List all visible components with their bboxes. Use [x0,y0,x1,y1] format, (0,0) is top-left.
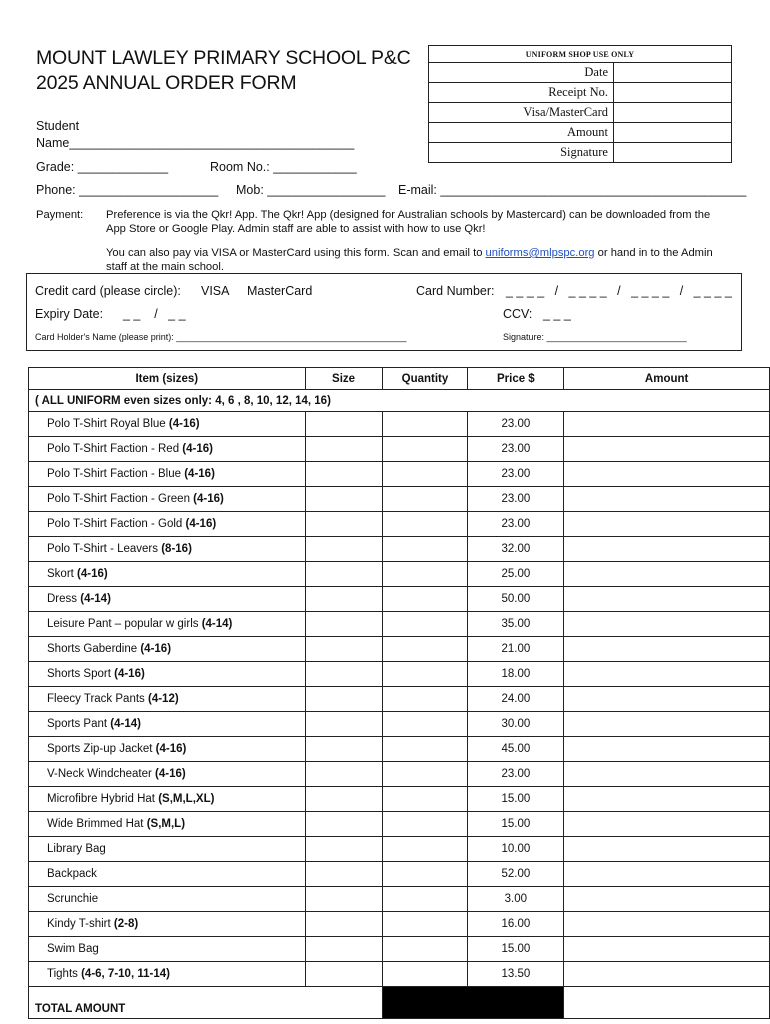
item-name-cell [29,512,306,537]
room-row[interactable] [210,160,357,174]
size-field[interactable] [305,687,382,712]
table-row [29,737,770,762]
shop-amount-label: Amount [429,123,614,143]
amount-field[interactable] [564,787,770,812]
card-signature-label: Signature: [503,332,545,342]
item-price: 23.00 [468,462,564,487]
item-name-cell [29,862,306,887]
quantity-field[interactable] [382,637,468,662]
amount-field[interactable] [564,912,770,937]
email-label: E-mail: [398,183,437,197]
shop-signature-label: Signature [429,143,614,163]
item-name-cell [29,687,306,712]
quantity-field[interactable] [382,862,468,887]
table-row [29,612,770,637]
item-name: Shorts Sport [47,668,111,680]
quantity-field[interactable] [382,837,468,862]
quantity-field[interactable] [382,962,468,987]
header-size: Size [305,368,382,390]
shop-date-field[interactable] [614,63,732,83]
item-name-cell [29,487,306,512]
grade-label: Grade: [36,160,75,174]
quantity-field[interactable] [382,487,468,512]
quantity-field[interactable] [382,662,468,687]
size-field[interactable] [305,762,382,787]
size-field[interactable] [305,812,382,837]
size-field[interactable] [305,537,382,562]
uniforms-email-link[interactable]: uniforms@mlpspc.org [485,247,595,259]
quantity-field[interactable] [382,512,468,537]
item-sizes: (4-16) [140,643,172,655]
item-sizes: (4-16) [155,743,187,755]
card-number-line[interactable]: _ _ _ _ / _ _ _ _ / _ _ _ _ / _ _ _ _ [506,284,732,298]
item-name: Polo T-Shirt Royal Blue [47,418,166,430]
item-name: Tights [47,968,78,980]
table-row [29,587,770,612]
item-price: 18.00 [468,662,564,687]
table-row [29,637,770,662]
amount-field[interactable] [564,512,770,537]
item-price: 24.00 [468,687,564,712]
item-price: 15.00 [468,787,564,812]
size-field[interactable] [305,787,382,812]
item-name-cell [29,562,306,587]
header-quantity: Quantity [382,368,468,390]
item-price: 30.00 [468,712,564,737]
quantity-field[interactable] [382,937,468,962]
item-name-cell [29,937,306,962]
item-name: Library Bag [47,843,106,855]
item-price: 35.00 [468,612,564,637]
table-row [29,912,770,937]
uniform-shop-box [428,45,732,163]
quantity-field[interactable] [382,762,468,787]
item-name-cell [29,812,306,837]
card-circle-label: Credit card (please circle): [35,284,181,298]
amount-field[interactable] [564,587,770,612]
amount-field[interactable] [564,612,770,637]
table-row [29,937,770,962]
item-price: 50.00 [468,587,564,612]
item-sizes: (4-14) [110,718,141,730]
quantity-field[interactable] [382,437,468,462]
item-name: Wide Brimmed Hat [47,818,144,830]
item-name-cell [29,912,306,937]
item-name-cell [29,662,306,687]
item-sizes: (4-16) [193,493,224,505]
amount-field[interactable] [564,412,770,437]
form-title [36,46,411,96]
amount-field[interactable] [564,712,770,737]
table-row [29,812,770,837]
quantity-field[interactable] [382,887,468,912]
table-row [29,662,770,687]
item-sizes: (4-16) [182,443,213,455]
item-name-cell [29,462,306,487]
item-price: 23.00 [468,762,564,787]
item-sizes: (8-16) [161,543,192,555]
size-field[interactable] [305,662,382,687]
item-sizes: (4-14) [80,593,111,605]
quantity-field[interactable] [382,462,468,487]
grade-row[interactable] [36,160,168,174]
holder-row[interactable] [35,332,407,342]
amount-field[interactable] [564,637,770,662]
name-label: Name [36,136,70,150]
phone-line[interactable]: ____________________ [79,183,219,197]
table-row [29,437,770,462]
item-name: Polo T-Shirt Faction - Blue [47,468,182,480]
item-price: 32.00 [468,537,564,562]
quantity-field[interactable] [382,787,468,812]
amount-field[interactable] [564,862,770,887]
item-sizes: (4-16) [184,468,215,480]
uniform-sizes-note-row [29,390,770,412]
item-name: Shorts Gaberdine [47,643,138,655]
item-name: Fleecy Track Pants [47,693,145,705]
size-field[interactable] [305,862,382,887]
size-field[interactable] [305,937,382,962]
shop-card-label: Visa/MasterCard [429,103,614,123]
item-name: Leisure Pant – popular w girls [47,618,199,630]
quantity-field[interactable] [382,912,468,937]
size-field[interactable] [305,887,382,912]
room-label: Room No.: [210,160,270,174]
item-name: Polo T-Shirt - Leavers [47,543,159,555]
amount-field[interactable] [564,887,770,912]
item-price: 21.00 [468,637,564,662]
expiry-line[interactable]: _ _ / _ _ [123,307,186,321]
header-amount: Amount [564,368,770,390]
title-line-1: MOUNT LAWLEY PRIMARY SCHOOL P&C [36,47,411,69]
quantity-field[interactable] [382,587,468,612]
size-field[interactable] [305,412,382,437]
payment-para-2-end: or hand in to the Admin staff at the main school. [106,247,713,273]
item-price: 23.00 [468,437,564,462]
size-field[interactable] [305,962,382,987]
uniform-sizes-note: ( ALL UNIFORM even sizes only: 4, 6 , 8, 10, 12, 14, 16) [29,390,770,412]
item-sizes: (4-16) [185,518,217,530]
shop-receipt-label: Receipt No. [429,83,614,103]
item-name-cell [29,712,306,737]
item-price: 52.00 [468,862,564,887]
email-line[interactable]: ____________________________________________ [440,183,747,197]
table-row [29,962,770,987]
size-field[interactable] [305,637,382,662]
payment-para-1: Preference is via the Qkr! App. The Qkr! App (designed for Australian schools by Mastercard) can be downloaded from the App Store or Google Play. Admin staff are able to assist with how to use Qkr! [106,209,711,235]
card-signature-row[interactable] [503,332,687,342]
size-field[interactable] [305,437,382,462]
quantity-field[interactable] [382,812,468,837]
table-header-row [29,368,770,390]
item-sizes: (4-16) [155,768,186,780]
mob-row[interactable] [236,183,385,197]
total-amount-label: TOTAL AMOUNT [29,987,383,1019]
size-field[interactable] [305,912,382,937]
size-field[interactable] [305,612,382,637]
item-name: Polo T-Shirt Faction - Green [47,493,190,505]
visa-option[interactable]: VISA [201,284,230,298]
item-name-cell [29,787,306,812]
item-name: V-Neck Windcheater [47,768,152,780]
shop-receipt-field[interactable] [614,83,732,103]
amount-field[interactable] [564,462,770,487]
table-row [29,862,770,887]
item-name-cell [29,612,306,637]
table-row [29,512,770,537]
item-name: Swim Bag [47,943,99,955]
room-line[interactable]: ____________ [273,160,357,174]
item-name: Polo T-Shirt Faction - Gold [47,518,183,530]
size-field[interactable] [305,562,382,587]
item-price: 15.00 [468,937,564,962]
item-price: 23.00 [468,487,564,512]
amount-field[interactable] [564,537,770,562]
size-field[interactable] [305,737,382,762]
item-price: 23.00 [468,412,564,437]
item-price: 15.00 [468,812,564,837]
ccv-line[interactable]: _ _ _ [543,307,571,321]
item-name: Skort [47,568,74,580]
table-row [29,887,770,912]
mob-label: Mob: [236,183,264,197]
item-name: Scrunchie [47,893,99,905]
item-price: 3.00 [468,887,564,912]
card-number-label: Card Number: [416,284,495,298]
amount-field[interactable] [564,687,770,712]
payment-para-2-start: You can also pay via VISA or MasterCard using this form. Scan and email to [106,247,486,259]
table-row [29,412,770,437]
quantity-field[interactable] [382,412,468,437]
table-row [29,712,770,737]
mastercard-option[interactable]: MasterCard [247,284,313,298]
item-sizes: (4-14) [201,618,233,630]
item-name-cell [29,587,306,612]
size-field[interactable] [305,712,382,737]
item-sizes: (4-12) [148,693,179,705]
size-field[interactable] [305,462,382,487]
item-sizes: (4-6, 7-10, 11-14) [81,968,170,980]
item-name: Polo T-Shirt Faction - Red [47,443,180,455]
mob-line[interactable]: _________________ [267,183,386,197]
header-price: Price $ [468,368,564,390]
amount-field[interactable] [564,937,770,962]
ccv-label: CCV: [503,307,533,321]
item-sizes: (4-16) [114,668,145,680]
item-name: Sports Pant [47,718,108,730]
item-name-cell [29,737,306,762]
item-name-cell [29,637,306,662]
amount-field[interactable] [564,737,770,762]
item-price: 45.00 [468,737,564,762]
amount-field[interactable] [564,762,770,787]
payment-para-2 [106,246,730,274]
amount-field[interactable] [564,962,770,987]
phone-label: Phone: [36,183,76,197]
item-name-cell [29,437,306,462]
item-sizes: (2-8) [113,918,139,930]
holder-line[interactable]: ______________________________________________ [176,332,407,342]
quantity-field[interactable] [382,712,468,737]
phone-row[interactable] [36,183,218,197]
shop-signature-field[interactable] [614,143,732,163]
table-row [29,487,770,512]
table-row [29,687,770,712]
table-row [29,762,770,787]
order-items-table [28,367,770,1019]
grade-line[interactable]: _____________ [77,160,169,174]
payment-label: Payment: [36,209,84,221]
name-line[interactable]: _________________________________________ [69,136,355,150]
total-blacked-out-cell [382,987,564,1019]
item-sizes: (4-16) [77,568,108,580]
student-name-row[interactable] [36,136,354,150]
shop-card-field[interactable] [614,103,732,123]
item-sizes: (S,M,L) [146,818,186,830]
size-field[interactable] [305,587,382,612]
header-item: Item (sizes) [29,368,306,390]
table-row [29,537,770,562]
title-line-2: 2025 ANNUAL ORDER FORM [36,72,297,94]
amount-field[interactable] [564,562,770,587]
card-signature-line[interactable]: ____________________________ [546,332,687,342]
item-name-cell [29,762,306,787]
table-row [29,562,770,587]
item-name-cell [29,962,306,987]
amount-field[interactable] [564,812,770,837]
expiry-label: Expiry Date: [35,307,104,321]
quantity-field[interactable] [382,612,468,637]
item-name: Kindy T-shirt [47,918,111,930]
item-name: Sports Zip-up Jacket [47,743,153,755]
item-price: 13.50 [468,962,564,987]
total-amount-field[interactable] [564,987,770,1019]
item-name-cell [29,412,306,437]
size-field[interactable] [305,512,382,537]
total-row [29,987,770,1019]
size-field[interactable] [305,837,382,862]
email-row[interactable] [398,183,746,197]
amount-field[interactable] [564,662,770,687]
item-price: 25.00 [468,562,564,587]
amount-field[interactable] [564,487,770,512]
item-price: 23.00 [468,512,564,537]
item-name: Microfibre Hybrid Hat [47,793,155,805]
item-name-cell [29,537,306,562]
amount-field[interactable] [564,437,770,462]
item-price: 10.00 [468,837,564,862]
shop-box-heading: UNIFORM SHOP USE ONLY [429,46,732,63]
table-row [29,837,770,862]
quantity-field[interactable] [382,537,468,562]
credit-card-box [26,273,742,351]
table-row [29,462,770,487]
item-name-cell [29,887,306,912]
student-label: Student [36,119,80,133]
item-price: 16.00 [468,912,564,937]
shop-date-label: Date [429,63,614,83]
holder-label: Card Holder's Name (please print): [35,332,174,342]
quantity-field[interactable] [382,562,468,587]
item-name-cell [29,837,306,862]
quantity-field[interactable] [382,737,468,762]
size-field[interactable] [305,487,382,512]
shop-amount-field[interactable] [614,123,732,143]
quantity-field[interactable] [382,687,468,712]
item-name: Dress [47,593,78,605]
amount-field[interactable] [564,837,770,862]
item-sizes: (S,M,L,XL) [158,793,215,805]
item-sizes: (4-16) [168,418,200,430]
table-row [29,787,770,812]
item-name: Backpack [47,868,97,880]
